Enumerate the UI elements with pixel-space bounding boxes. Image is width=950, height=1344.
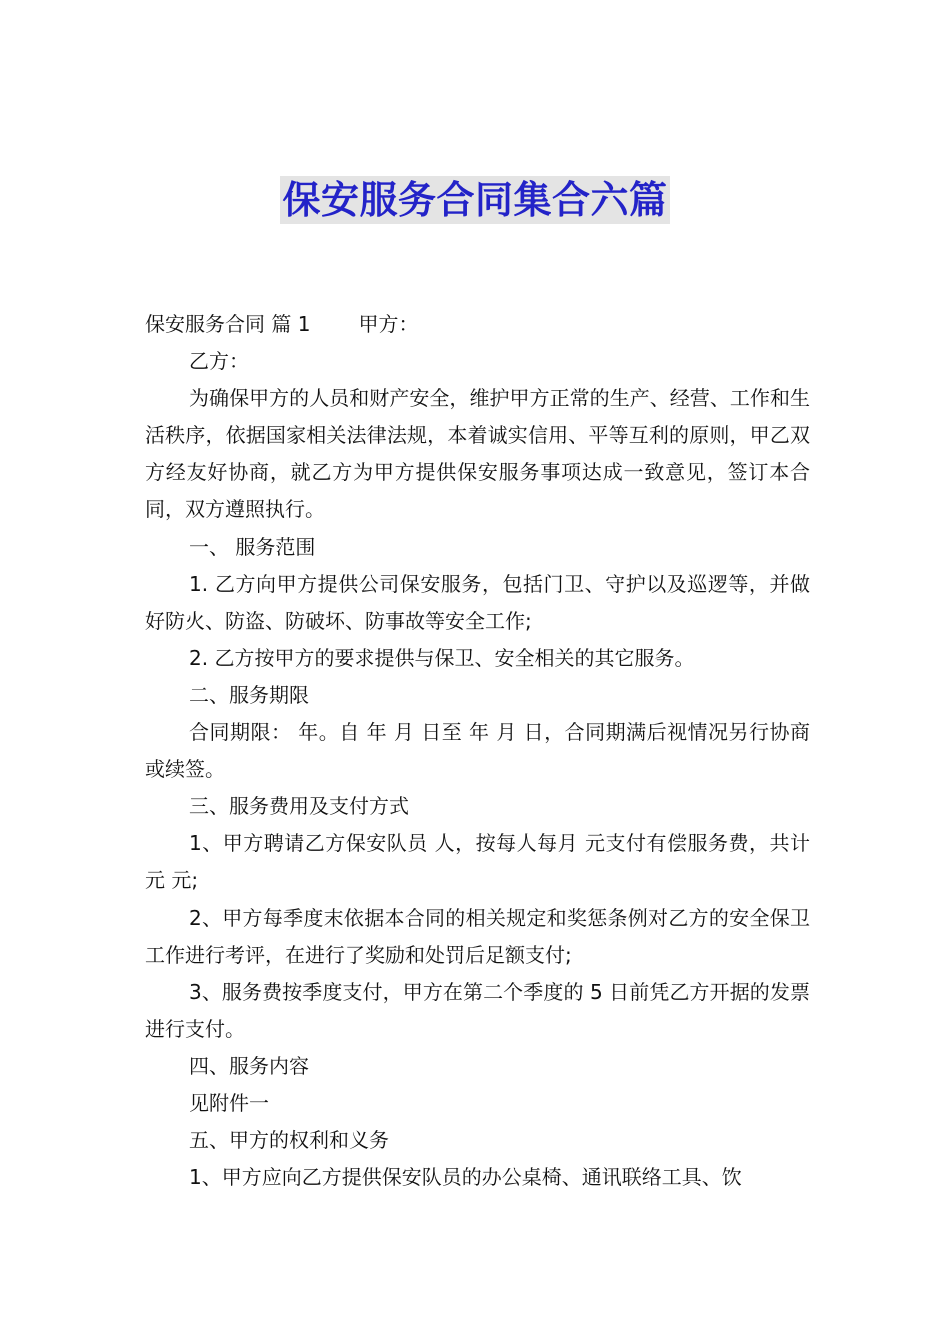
paragraph-fees-2: 2、甲方每季度末依据本合同的相关规定和奖惩条例对乙方的安全保卫工作进行考评，在进行了奖励和处罚后足额支付; bbox=[145, 905, 810, 967]
party-a-label: 甲方： bbox=[358, 312, 419, 336]
paragraph-scope-2: 2. 乙方按甲方的要求提供与保卫、安全相关的其它服务。 bbox=[189, 645, 695, 670]
paragraph-fees-3: 3、服务费按季度支付，甲方在第二个季度的 5 日前凭乙方开据的发票进行支付。 bbox=[145, 979, 810, 1041]
paragraph-party-b: 乙方： bbox=[189, 349, 249, 374]
paragraph-content: 见附件一 bbox=[189, 1090, 269, 1115]
contract-heading-line bbox=[145, 306, 810, 343]
paragraph-term: 合同期限： 年。自 年 月 日至 年 月 日，合同期满后视情况另行协商或续签。 bbox=[145, 720, 810, 782]
section-heading-scope: 一、 服务范围 bbox=[189, 534, 316, 559]
paragraph-scope-1: 1. 乙方向甲方提供公司保安服务，包括门卫、守护以及巡逻等，并做好防火、防盗、防破坏、防事故等安全工作; bbox=[145, 571, 810, 633]
paragraph-preamble: 为确保甲方的人员和财产安全，维护甲方正常的生产、经营、工作和生活秩序，依据国家相关法律法规，本着诚实信用、平等互利的原则，甲乙双方经友好协商，就乙方为甲方提供保安服务事项达成一致意见，签订本合同，双方遵照执行。 bbox=[145, 386, 810, 522]
title-container bbox=[0, 176, 950, 224]
contract-heading: 保安服务合同 篇 1 bbox=[145, 312, 311, 336]
section-heading-party-a-rights: 五、甲方的权利和义务 bbox=[189, 1128, 389, 1153]
paragraph-party-a-rights-1: 1、甲方应向乙方提供保安队员的办公桌椅、通讯联络工具、饮 bbox=[189, 1165, 742, 1190]
paragraph-fees-1: 1、甲方聘请乙方保安队员 人，按每人每月 元支付有偿服务费，共计 元 元; bbox=[145, 831, 810, 893]
section-heading-fees: 三、服务费用及支付方式 bbox=[189, 794, 409, 819]
document-title: 保安服务合同集合六篇 bbox=[282, 178, 668, 222]
section-heading-term: 二、服务期限 bbox=[189, 682, 309, 707]
section-heading-content: 四、服务内容 bbox=[189, 1053, 309, 1078]
document-body bbox=[145, 306, 810, 1196]
